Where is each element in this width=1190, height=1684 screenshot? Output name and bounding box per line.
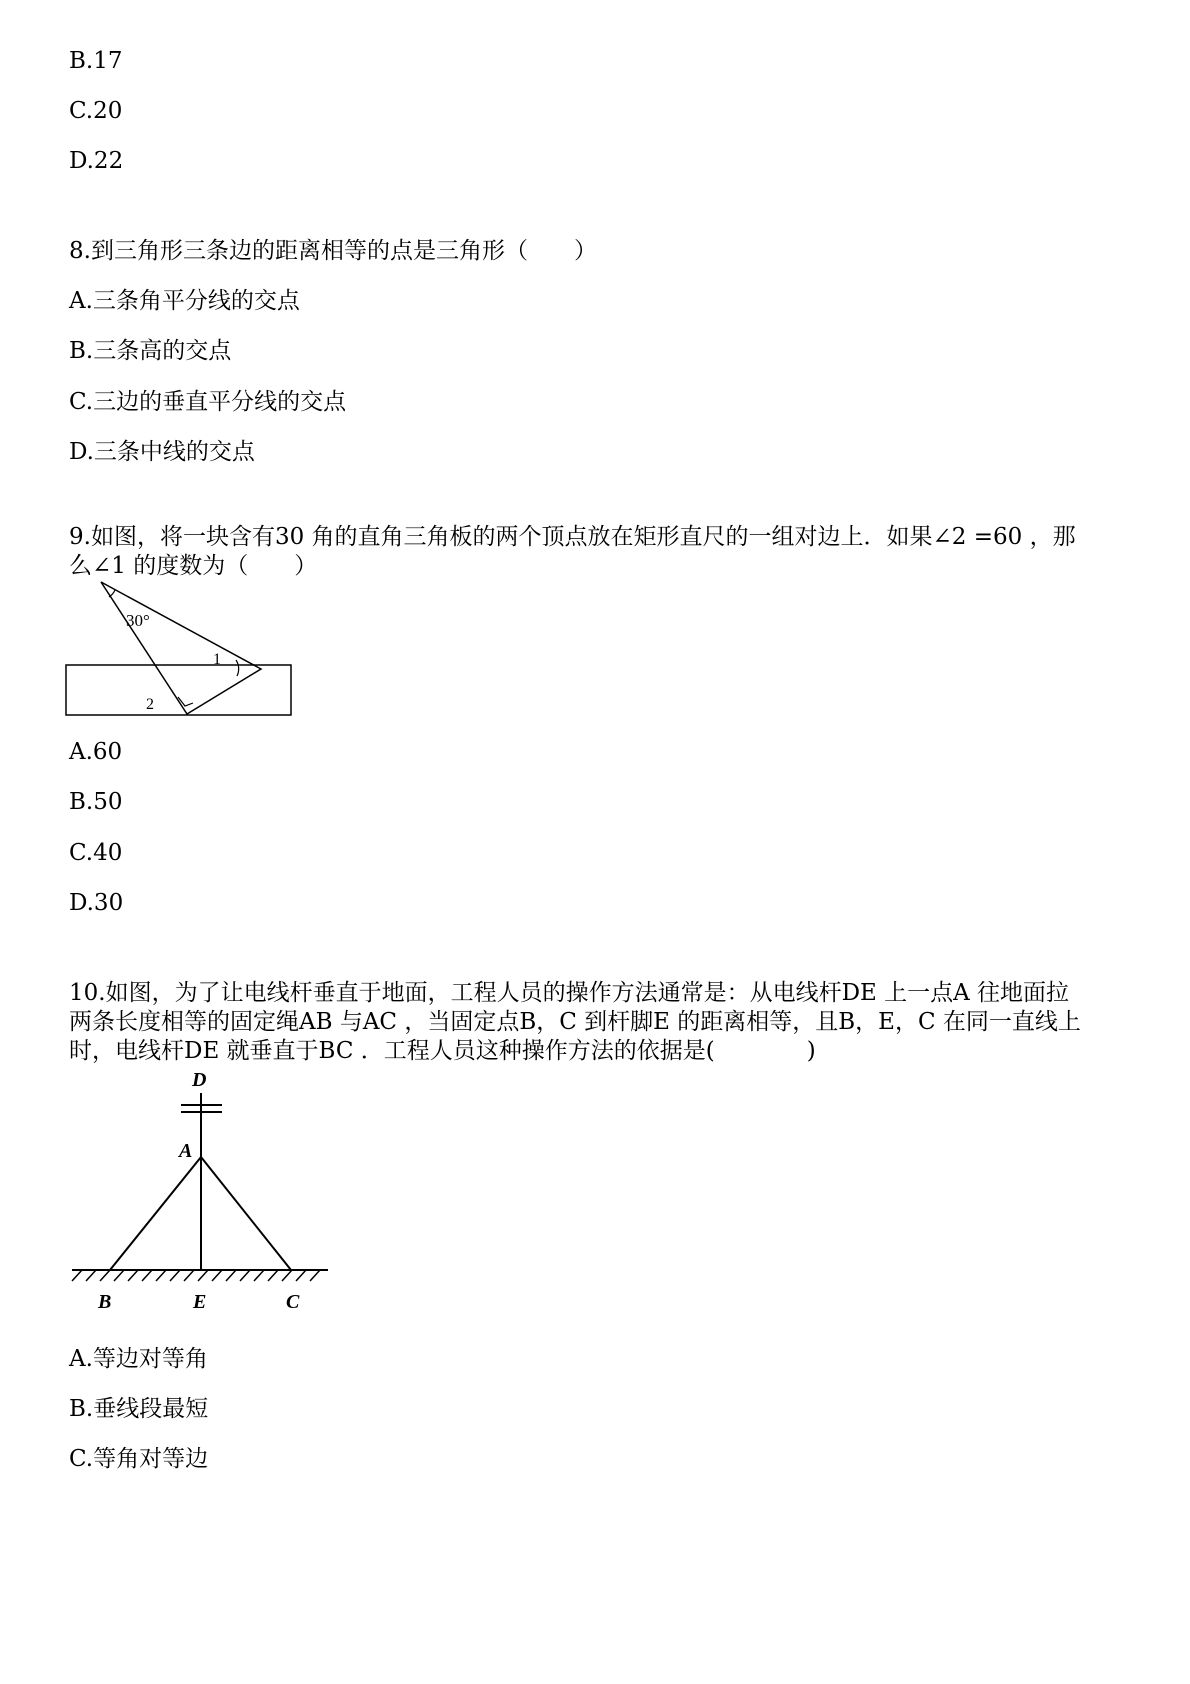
q8-option-d: D.三条中线的交点 — [69, 439, 255, 465]
q10-figure — [60, 1065, 350, 1330]
q9-figure — [60, 575, 320, 730]
label-2: 2 — [146, 696, 154, 713]
q10-stem-line1: 10.如图，为了让电线杆垂直于地面，工程人员的操作方法通常是：从电线杆DE 上一点A 往地面拉 — [69, 980, 1070, 1006]
label-d: D — [192, 1069, 207, 1091]
label-e: E — [193, 1291, 207, 1313]
q10-option-c: C.等角对等边 — [69, 1446, 209, 1472]
label-30: 30° — [126, 611, 150, 630]
angle-1-arc — [236, 660, 239, 676]
triangle-plate — [101, 582, 261, 714]
label-b: B — [98, 1291, 112, 1313]
q10-stem-line2: 两条长度相等的固定绳AB 与AC ，当固定点B，C 到杆脚E 的距离相等，且B，E，C 在同一直线上 — [69, 1009, 1081, 1035]
q9-option-a: A.60 — [69, 739, 123, 765]
prev-option-d: D.22 — [69, 148, 124, 174]
label-1: 1 — [213, 651, 221, 668]
prev-option-b: B.17 — [69, 48, 123, 74]
q9-stem-line1: 9.如图，将一块含有30 角的直角三角板的两个顶点放在矩形直尺的一组对边上．如果∠2 =60 ，那 — [69, 524, 1076, 550]
q8-option-b: B.三条高的交点 — [69, 338, 232, 364]
q8-option-a: A.三条角平分线的交点 — [69, 288, 300, 314]
q8-stem: 8.到三角形三条边的距离相等的点是三角形（ ） — [69, 238, 597, 264]
q10-option-b: B.垂线段最短 — [69, 1396, 209, 1422]
rope-ab — [110, 1157, 201, 1270]
label-c: C — [286, 1291, 300, 1313]
q9-option-d: D.30 — [69, 890, 124, 916]
q9-stem-line2: 么∠1 的度数为（ ） — [69, 553, 318, 579]
prev-option-c: C.20 — [69, 98, 123, 124]
label-a: A — [179, 1140, 193, 1162]
q8-option-c: C.三边的垂直平分线的交点 — [69, 389, 347, 415]
q10-stem-line3: 时，电线杆DE 就垂直于BC ．工程人员这种操作方法的依据是( ) — [69, 1038, 816, 1064]
q9-option-b: B.50 — [69, 789, 123, 815]
rope-ac — [201, 1157, 291, 1270]
ground-hatching — [72, 1270, 320, 1281]
q9-option-c: C.40 — [69, 840, 123, 866]
ruler-rect — [66, 665, 291, 715]
angle-30-arc — [109, 590, 115, 597]
q10-option-a: A.等边对等角 — [69, 1346, 208, 1372]
